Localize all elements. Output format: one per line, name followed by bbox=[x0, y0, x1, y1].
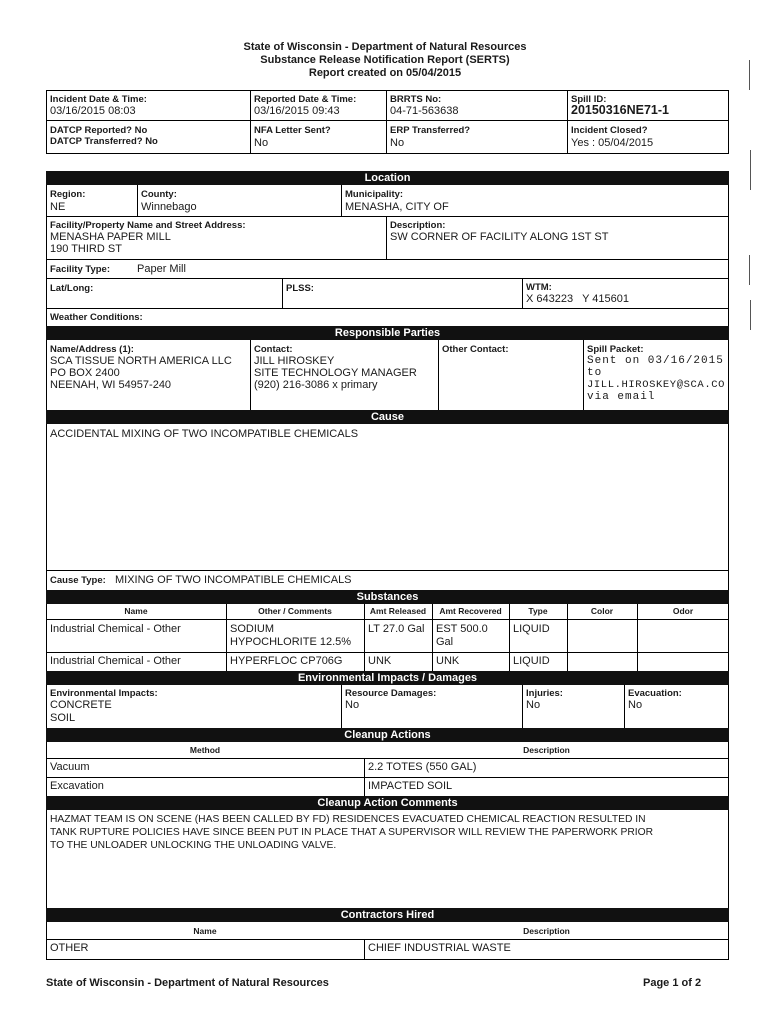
cleanup-method-header: Method bbox=[189, 745, 221, 755]
datcp-transferred: DATCP Transferred? No bbox=[50, 136, 158, 147]
latlong-label: Lat/Long: bbox=[50, 283, 94, 294]
region-label: Region: bbox=[50, 189, 86, 200]
incident-date-value: 03/16/2015 08:03 bbox=[50, 105, 136, 117]
cleanup-header: Cleanup Actions bbox=[46, 728, 729, 742]
datcp-reported: DATCP Reported? No bbox=[50, 125, 148, 136]
nfa-label: NFA Letter Sent? bbox=[254, 125, 331, 136]
cleanup-description-header: Description bbox=[523, 745, 570, 755]
substance-1-comments: SODIUM HYPOCHLORITE 12.5% bbox=[230, 623, 352, 648]
col-comments: Other / Comments bbox=[258, 606, 332, 616]
spill-packet-label: Spill Packet: bbox=[587, 344, 644, 355]
evacuation-label: Evacuation: bbox=[628, 688, 682, 699]
name-line3: NEENAH, WI 54957-240 bbox=[50, 379, 172, 391]
col-odor: Odor bbox=[672, 606, 694, 616]
contractors-header: Contractors Hired bbox=[46, 908, 729, 922]
evacuation-value: No bbox=[628, 699, 643, 711]
contact-line2: SITE TECHNOLOGY MANAGER bbox=[254, 367, 417, 379]
spill-id-value: 20150316NE71-1 bbox=[571, 103, 669, 117]
report-title-agency: State of Wisconsin - Department of Natural Resources bbox=[243, 41, 527, 53]
spill-packet-line4: via email bbox=[587, 391, 656, 403]
incident-closed-label: Incident Closed? bbox=[571, 125, 648, 136]
impacts-header: Environmental Impacts / Damages bbox=[46, 671, 729, 685]
contractor-1-description: CHIEF INDUSTRIAL WASTE bbox=[368, 942, 511, 954]
name-address-label: Name/Address (1): bbox=[50, 344, 134, 355]
footer-agency: State of Wisconsin - Department of Natural Resources bbox=[46, 977, 329, 989]
substances-header: Substances bbox=[46, 590, 729, 604]
contact-line1: JILL HIROSKEY bbox=[254, 355, 335, 367]
scan-mark bbox=[749, 60, 750, 90]
col-released: Amt Released bbox=[369, 606, 427, 616]
brrts-value: 04-71-563638 bbox=[390, 105, 459, 117]
spill-packet-line1: Sent on 03/16/2015 bbox=[587, 355, 724, 367]
substance-2-type: LIQUID bbox=[513, 655, 550, 667]
contact-label: Contact: bbox=[254, 344, 293, 355]
cause-text: ACCIDENTAL MIXING OF TWO INCOMPATIBLE CHEMICALS bbox=[50, 428, 359, 440]
spill-id-label: Spill ID: bbox=[571, 94, 607, 105]
cleanup-2-method: Excavation bbox=[50, 780, 104, 792]
col-type: Type bbox=[528, 606, 548, 616]
facility-name: MENASHA PAPER MILL bbox=[50, 231, 171, 243]
substance-2-name: Industrial Chemical - Other bbox=[50, 655, 181, 667]
county-value: Winnebago bbox=[141, 201, 197, 213]
erp-label: ERP Transferred? bbox=[390, 125, 471, 136]
contractor-description-header: Description bbox=[523, 926, 570, 936]
incident-closed-value: Yes : 05/04/2015 bbox=[571, 137, 654, 149]
description-value: SW CORNER OF FACILITY ALONG 1ST ST bbox=[390, 231, 609, 243]
substance-2-released: UNK bbox=[368, 655, 392, 667]
footer-page-number: Page 1 of 2 bbox=[643, 977, 702, 989]
comments-text: HAZMAT TEAM IS ON SCENE (HAS BEEN CALLED BY FD) RESIDENCES EVACUATED CHEMICAL REACTION RESULTED IN TANK RUPTURE POLICIES HAVE SINCE BEEN PUT IN PLACE THAT A SUPERVISOR WILL REVIEW THE PAPERWORK PRIOR TO THE UNLOADER UNLOCKING THE UNLOADING VALVE. bbox=[50, 814, 654, 851]
nfa-value: No bbox=[254, 137, 269, 149]
scan-mark bbox=[750, 150, 751, 190]
location-header: Location bbox=[46, 171, 729, 185]
substance-1-name: Industrial Chemical - Other bbox=[50, 623, 181, 635]
facility-type-value: Paper Mill bbox=[137, 263, 186, 275]
spill-packet-line2: to bbox=[587, 367, 603, 379]
env-impacts-value: CONCRETE SOIL bbox=[50, 699, 112, 724]
erp-value: No bbox=[390, 137, 405, 149]
col-color: Color bbox=[590, 606, 614, 616]
wtm-value: X 643223 Y 415601 bbox=[526, 293, 629, 305]
report-title: Substance Release Notification Report (SERTS) bbox=[260, 54, 510, 66]
reported-date-label: Reported Date & Time: bbox=[254, 94, 357, 105]
scan-mark bbox=[750, 300, 751, 330]
description-label: Description: bbox=[390, 220, 446, 231]
comments-header: Cleanup Action Comments bbox=[46, 796, 729, 810]
injuries-label: Injuries: bbox=[526, 688, 563, 699]
scan-mark bbox=[749, 255, 750, 285]
incident-date-label: Incident Date & Time: bbox=[50, 94, 147, 105]
wtm-label: WTM: bbox=[526, 282, 552, 293]
cleanup-2-description: IMPACTED SOIL bbox=[368, 780, 453, 792]
other-contact-label: Other Contact: bbox=[442, 344, 509, 355]
cause-header: Cause bbox=[46, 410, 729, 424]
facility-street: 190 THIRD ST bbox=[50, 243, 122, 255]
contractor-name-header: Name bbox=[193, 926, 217, 936]
substance-2-comments: HYPERFLOC CP706G bbox=[230, 655, 343, 667]
contact-line3: (920) 216-3086 x primary bbox=[254, 379, 378, 391]
brrts-label: BRRTS No: bbox=[390, 94, 442, 105]
name-line2: PO BOX 2400 bbox=[50, 367, 120, 379]
responsible-parties-header: Responsible Parties bbox=[46, 326, 729, 340]
region-value: NE bbox=[50, 201, 66, 213]
resource-damages-label: Resource Damages: bbox=[345, 688, 437, 699]
municipality-value: MENASHA, CITY OF bbox=[345, 201, 449, 213]
cleanup-1-description: 2.2 TOTES (550 GAL) bbox=[368, 761, 477, 773]
injuries-value: No bbox=[526, 699, 541, 711]
substance-1-type: LIQUID bbox=[513, 623, 550, 635]
facility-label: Facility/Property Name and Street Address: bbox=[50, 220, 246, 231]
report-created-date: Report created on 05/04/2015 bbox=[308, 67, 462, 79]
municipality-label: Municipality: bbox=[345, 189, 404, 200]
substance-1-released: LT 27.0 Gal bbox=[368, 623, 425, 635]
env-impacts-label: Environmental Impacts: bbox=[50, 688, 158, 699]
plss-label: PLSS: bbox=[286, 283, 314, 294]
name-line1: SCA TISSUE NORTH AMERICA LLC bbox=[50, 355, 232, 367]
col-name: Name bbox=[124, 606, 148, 616]
reported-date-value: 03/16/2015 09:43 bbox=[254, 105, 340, 117]
contractor-1-name: OTHER bbox=[50, 942, 89, 954]
weather-label: Weather Conditions: bbox=[50, 312, 143, 323]
resource-damages-value: No bbox=[345, 699, 360, 711]
cause-type-label: Cause Type: bbox=[50, 575, 106, 586]
spill-packet-email: JILL.HIROSKEY@SCA.CO bbox=[587, 379, 726, 391]
substance-1-recovered: EST 500.0 Gal bbox=[436, 623, 488, 648]
county-label: County: bbox=[141, 189, 177, 200]
col-recovered: Amt Recovered bbox=[439, 606, 502, 616]
substance-2-recovered: UNK bbox=[436, 655, 460, 667]
facility-type-label: Facility Type: bbox=[50, 264, 111, 275]
cleanup-1-method: Vacuum bbox=[50, 761, 90, 773]
cause-type-value: MIXING OF TWO INCOMPATIBLE CHEMICALS bbox=[115, 574, 352, 586]
